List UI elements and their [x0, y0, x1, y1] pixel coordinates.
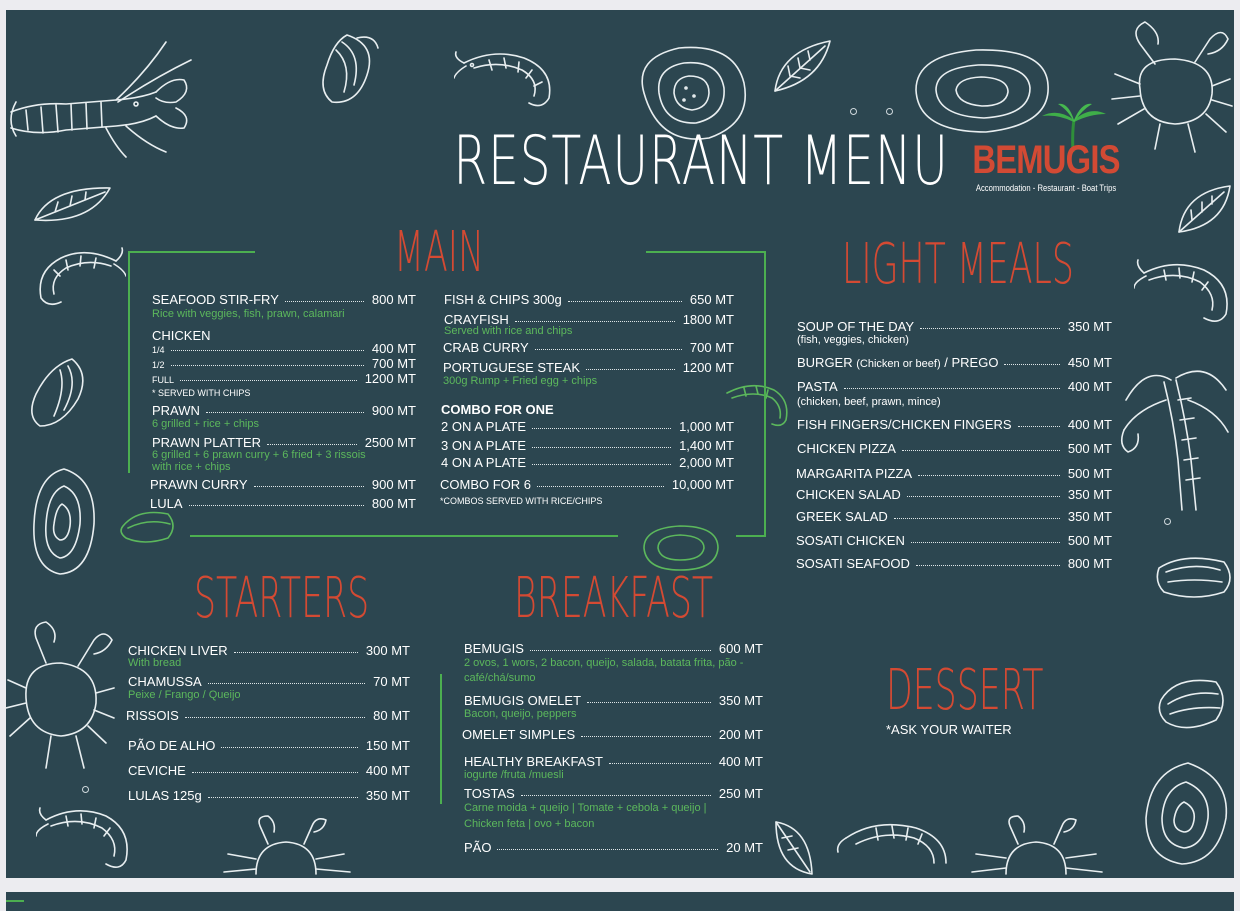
bubble-icon — [886, 108, 893, 115]
next-page-edge — [6, 892, 1234, 911]
mussel-icon — [312, 30, 382, 110]
menu-item: HEALTHY BREAKFAST 400 MT — [464, 754, 763, 769]
menu-item: RISSOIS 80 MT — [126, 708, 410, 723]
brand-tagline: Accommodation - Restaurant - Boat Trips — [975, 183, 1117, 193]
oyster-icon — [1138, 758, 1234, 868]
crab-icon — [966, 810, 1106, 878]
menu-item: LULA 800 MT — [150, 496, 416, 511]
item-description: 300g Rump + Fried egg + chips — [443, 375, 598, 387]
shrimp-icon — [1134, 258, 1234, 334]
lobster-icon — [1116, 360, 1234, 520]
brand-name: BEMUGIS — [972, 138, 1120, 182]
menu-item: GREEK SALAD 350 MT — [796, 509, 1112, 524]
item-description: Rice with veggies, fish, prawn, calamari — [152, 308, 345, 320]
menu-item: CRAYFISH 1800 MT — [444, 312, 734, 327]
menu-item: FISH FINGERS/CHICKEN FINGERS 400 MT — [797, 417, 1112, 432]
bubble-icon — [850, 108, 857, 115]
menu-item: BURGER (Chicken or beef) / PREGO 450 MT — [797, 355, 1112, 370]
item-name: CHICKEN — [152, 328, 211, 343]
menu-item: OMELET SIMPLES 200 MT — [462, 727, 763, 742]
mussel-icon — [1156, 670, 1230, 740]
main-frame-line — [128, 251, 130, 473]
menu-item: PORTUGUESE STEAK 1200 MT — [443, 360, 734, 375]
dessert-note: *ASK YOUR WAITER — [886, 722, 1012, 737]
breakfast-heading: BREAKFAST — [514, 566, 714, 631]
menu-item: CHICKEN PIZZA 500 MT — [797, 441, 1112, 456]
menu-item: COMBO FOR 6 10,000 MT — [440, 477, 734, 492]
item-note: *COMBOS SERVED WITH RICE/CHIPS — [440, 496, 603, 506]
crab-icon — [216, 814, 356, 878]
menu-item: SOSATI CHICKEN 500 MT — [796, 533, 1112, 548]
menu-board — [6, 10, 1234, 878]
menu-item: MARGARITA PIZZA 500 MT — [796, 466, 1112, 481]
menu-item: CHICKEN SALAD 350 MT — [796, 487, 1112, 502]
menu-item: 3 ON A PLATE 1,400 MT — [441, 438, 734, 453]
menu-item: 4 ON A PLATE 2,000 MT — [441, 455, 734, 470]
item-description: with rice + chips — [152, 461, 231, 473]
mussel-icon — [1154, 548, 1234, 604]
menu-item: BEMUGIS 600 MT — [464, 641, 763, 656]
menu-item: LULAS 125g 350 MT — [128, 788, 410, 803]
item-description: With bread — [128, 657, 182, 669]
menu-item: TOSTAS 250 MT — [464, 786, 763, 801]
menu-item: CHICKEN LIVER 300 MT — [128, 643, 410, 658]
shrimp-icon — [836, 818, 956, 878]
menu-item: PÃO 20 MT — [464, 840, 763, 855]
menu-item: 2 ON A PLATE 1,000 MT — [441, 419, 734, 434]
brand-logo — [946, 98, 1146, 193]
combo-heading: COMBO FOR ONE — [441, 402, 554, 417]
main-frame-line — [764, 251, 766, 537]
leaf-icon — [770, 818, 816, 878]
main-frame-line — [736, 535, 766, 537]
item-description: Peixe / Frango / Queijo — [128, 689, 241, 701]
menu-item: CHAMUSSA 70 MT — [128, 674, 410, 689]
menu-item: PRAWN 900 MT — [152, 403, 416, 418]
item-description: Carne moida + queijo | Tomate + cebola + queijo | — [464, 802, 707, 814]
leaf-icon — [770, 36, 834, 96]
mussel-icon — [22, 354, 92, 434]
menu-item: PRAWN PLATTER 2500 MT — [152, 435, 416, 450]
menu-item: SOUP OF THE DAY 350 MT — [797, 319, 1112, 334]
bubble-icon — [1164, 518, 1171, 525]
item-description: café/chá/sumo — [464, 672, 536, 684]
menu-item: PÃO DE ALHO 150 MT — [128, 738, 410, 753]
menu-item: FISH & CHIPS 300g 650 MT — [444, 292, 734, 307]
menu-item: SEAFOOD STIR-FRY 800 MT — [152, 292, 416, 307]
menu-item: 1/2 700 MT — [152, 356, 416, 371]
shrimp-icon — [36, 800, 136, 878]
page-title: RESTAURANT MENU — [453, 122, 949, 201]
menu-item: PRAWN CURRY 900 MT — [150, 477, 416, 492]
item-description: iogurte /fruta /muesli — [464, 769, 564, 781]
item-description: 6 grilled + rice + chips — [152, 418, 259, 430]
main-frame-line — [646, 251, 766, 253]
bubble-icon — [82, 786, 89, 793]
menu-item: BEMUGIS OMELET 350 MT — [464, 693, 763, 708]
main-frame-line — [190, 535, 618, 537]
starters-heading: STARTERS — [194, 566, 370, 631]
item-description: (fish, veggies, chicken) — [797, 334, 909, 346]
menu-item: FULL 1200 MT — [152, 371, 416, 386]
item-description: Served with rice and chips — [444, 325, 573, 337]
oyster-icon — [26, 464, 100, 580]
item-description: Chicken feta | ovo + bacon — [464, 818, 595, 830]
leaf-icon — [30, 182, 114, 226]
shrimp-icon — [26, 246, 126, 316]
menu-item: PASTA 400 MT — [797, 379, 1112, 394]
breakfast-side-line — [440, 674, 442, 804]
main-frame-line — [128, 251, 255, 253]
light-meals-heading: LIGHT MEALS — [842, 232, 1074, 297]
item-description: Bacon, queijo, peppers — [464, 708, 577, 720]
crab-icon — [6, 618, 116, 788]
main-heading: MAIN — [394, 220, 484, 285]
item-note: * SERVED WITH CHIPS — [152, 388, 251, 398]
menu-item: CEVICHE 400 MT — [128, 763, 410, 778]
menu-item: SOSATI SEAFOOD 800 MT — [796, 556, 1112, 571]
item-description: 6 grilled + 6 prawn curry + 6 fried + 3 rissois — [152, 449, 366, 461]
item-description: (chicken, beef, prawn, mince) — [797, 396, 941, 408]
leaf-icon — [1174, 182, 1234, 238]
dessert-heading: DESSERT — [886, 658, 1044, 723]
lobster-icon — [6, 32, 196, 162]
shrimp-icon — [454, 48, 564, 118]
item-description: 2 ovos, 1 wors, 2 bacon, queijo, salada, batata frita, pão - — [464, 657, 744, 669]
menu-item: CRAB CURRY 700 MT — [443, 340, 734, 355]
menu-item: 1/4 400 MT — [152, 341, 416, 356]
